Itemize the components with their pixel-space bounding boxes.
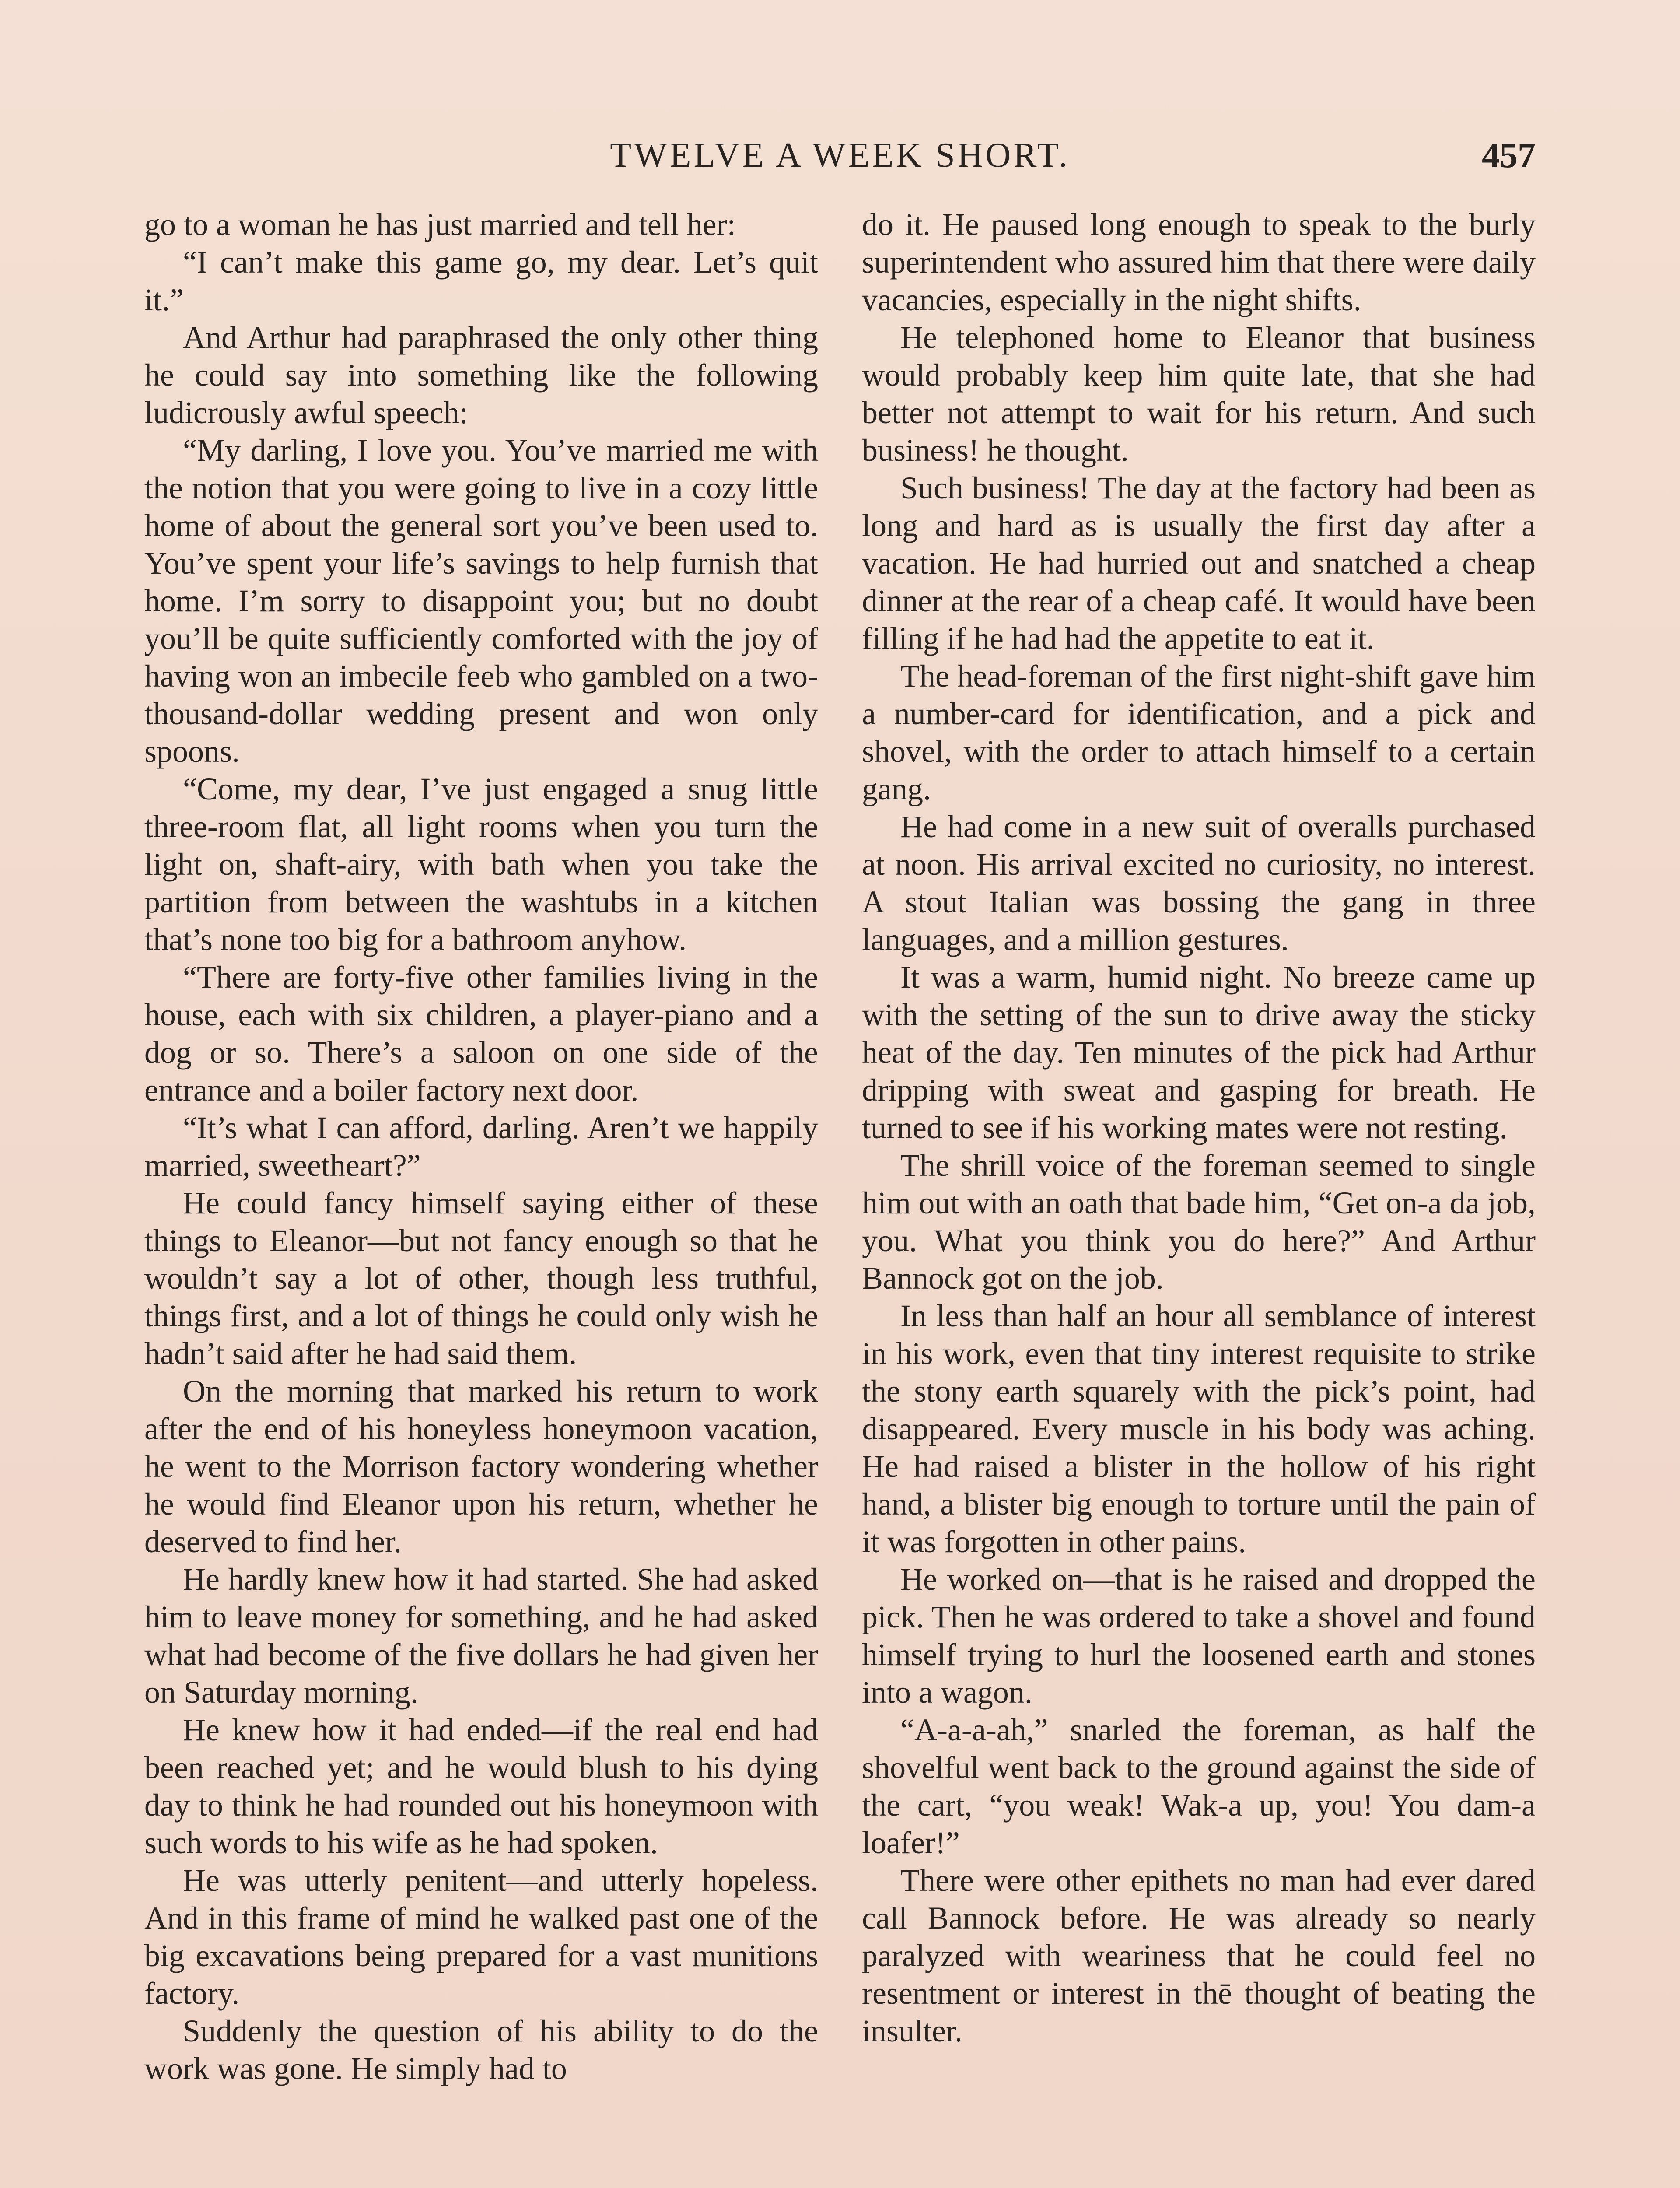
paragraph: Suddenly the question of his ability to do the work was gone. He simply had to [144, 2013, 818, 2086]
page-header [144, 127, 1536, 184]
left-column [144, 206, 818, 2188]
text-columns [144, 206, 1536, 2188]
paragraph: In less than half an hour all semblance of interest in his work, even that tiny interest requisite to strike the stony earth squarely with the pick’s point, had disappeared. Every muscle in his body was aching. He had raised a blister in the hollow of his right hand, a blister big enough to torture until the pain of it was forgotten in other pains. [862, 1298, 1536, 1559]
paragraph: And Arthur had paraphrased the only other thing he could say into something like the following ludicrously awful speech: [144, 320, 818, 430]
paragraph: “I can’t make this game go, my dear. Let’s quit it.” [144, 245, 818, 317]
page-number: 457 [1482, 135, 1536, 175]
right-column [862, 206, 1536, 2188]
paragraph: “It’s what I can afford, darling. Aren’t we happily married, sweetheart?” [144, 1110, 818, 1183]
paragraph: He had come in a new suit of overalls purchased at noon. His arrival excited no curiosity, no interest. A stout Italian was bossing the gang in three languages, and a million gestures. [862, 809, 1536, 957]
paragraph: Such business! The day at the factory had been as long and hard as is usually the first day after a vacation. He had hurried out and snatched a cheap dinner at the rear of a cheap café. It would have been filling if he had had the appetite to eat it. [862, 470, 1536, 656]
paragraph: There were other epithets no man had ever dared call Bannock before. He was already so nearly paralyzed with weariness that he could feel no resentment or interest in thē thought of beating the insulter. [862, 1863, 1536, 2048]
paragraph: On the morning that marked his return to work after the end of his honeyless honeymoon vacation, he went to the Morrison factory wondering whether he would find Eleanor upon his return, whether he deserved to find her. [144, 1374, 818, 1559]
paragraph: “A-a-a-ah,” snarled the foreman, as half the shovelful went back to the ground against the side of the cart, “you weak! Wak-a up, you! You dam-a loafer!” [862, 1712, 1536, 1860]
paragraph: “There are forty-five other families living in the house, each with six children, a player-piano and a dog or so. There’s a saloon on one side of the entrance and a boiler factory next door. [144, 960, 818, 1108]
paragraph: He knew how it had ended—if the real end had been reached yet; and he would blush to his dying day to think he had rounded out his honeymoon with such words to his wife as he had spoken. [144, 1712, 818, 1860]
paragraph: He hardly knew how it had started. She had asked him to leave money for something, and he had asked what had become of the five dollars he had given her on Saturday morning. [144, 1562, 818, 1710]
paragraph: He was utterly penitent—and utterly hopeless. And in this frame of mind he walked past one of the big excavations being prepared for a vast munitions factory. [144, 1863, 818, 2011]
paragraph: The head-foreman of the first night-shift gave him a number-card for identification, and a pick and shovel, with the order to attach himself to a certain gang. [862, 659, 1536, 806]
paragraph: “Come, my dear, I’ve just engaged a snug little three-room flat, all light rooms when you turn the light on, shaft-airy, with bath when you take the partition from between the washtubs in a kitchen that’s none too big for a bathroom anyhow. [144, 771, 818, 957]
paragraph: He worked on—that is he raised and dropped the pick. Then he was ordered to take a shovel and found himself trying to hurl the loosened earth and stones into a wagon. [862, 1562, 1536, 1710]
paragraph: He could fancy himself saying either of these things to Eleanor—but not fancy enough so that he wouldn’t say a lot of other, though less truthful, things first, and a lot of things he could only wish he hadn’t said after he had said them. [144, 1185, 818, 1371]
paragraph: “My darling, I love you. You’ve married me with the notion that you were going to live in a cozy little home of about the general sort you’ve been used to. You’ve spent your life’s savings to help furnish that home. I’m sorry to disappoint you; but no doubt you’ll be quite sufficiently comforted with the joy of having won an imbecile feeb who gambled on a two-thousand-dollar wedding present and won only spoons. [144, 433, 818, 769]
paragraph: It was a warm, humid night. No breeze came up with the setting of the sun to drive away the sticky heat of the day. Ten minutes of the pick had Arthur dripping with sweat and gasping for breath. He turned to see if his working mates were not resting. [862, 960, 1536, 1145]
paragraph: do it. He paused long enough to speak to the burly superintendent who assured him that there were daily vacancies, especially in the night shifts. [862, 207, 1536, 317]
paragraph: He telephoned home to Eleanor that business would probably keep him quite late, that she had better not attempt to wait for his return. And such business! he thought. [862, 320, 1536, 468]
running-head: TWELVE A WEEK SHORT. [610, 136, 1070, 175]
paragraph: The shrill voice of the foreman seemed to single him out with an oath that bade him, “Get on-a da job, you. What you think you do here?” And Arthur Bannock got on the job. [862, 1148, 1536, 1296]
paragraph: go to a woman he has just married and tell her: [144, 207, 736, 242]
